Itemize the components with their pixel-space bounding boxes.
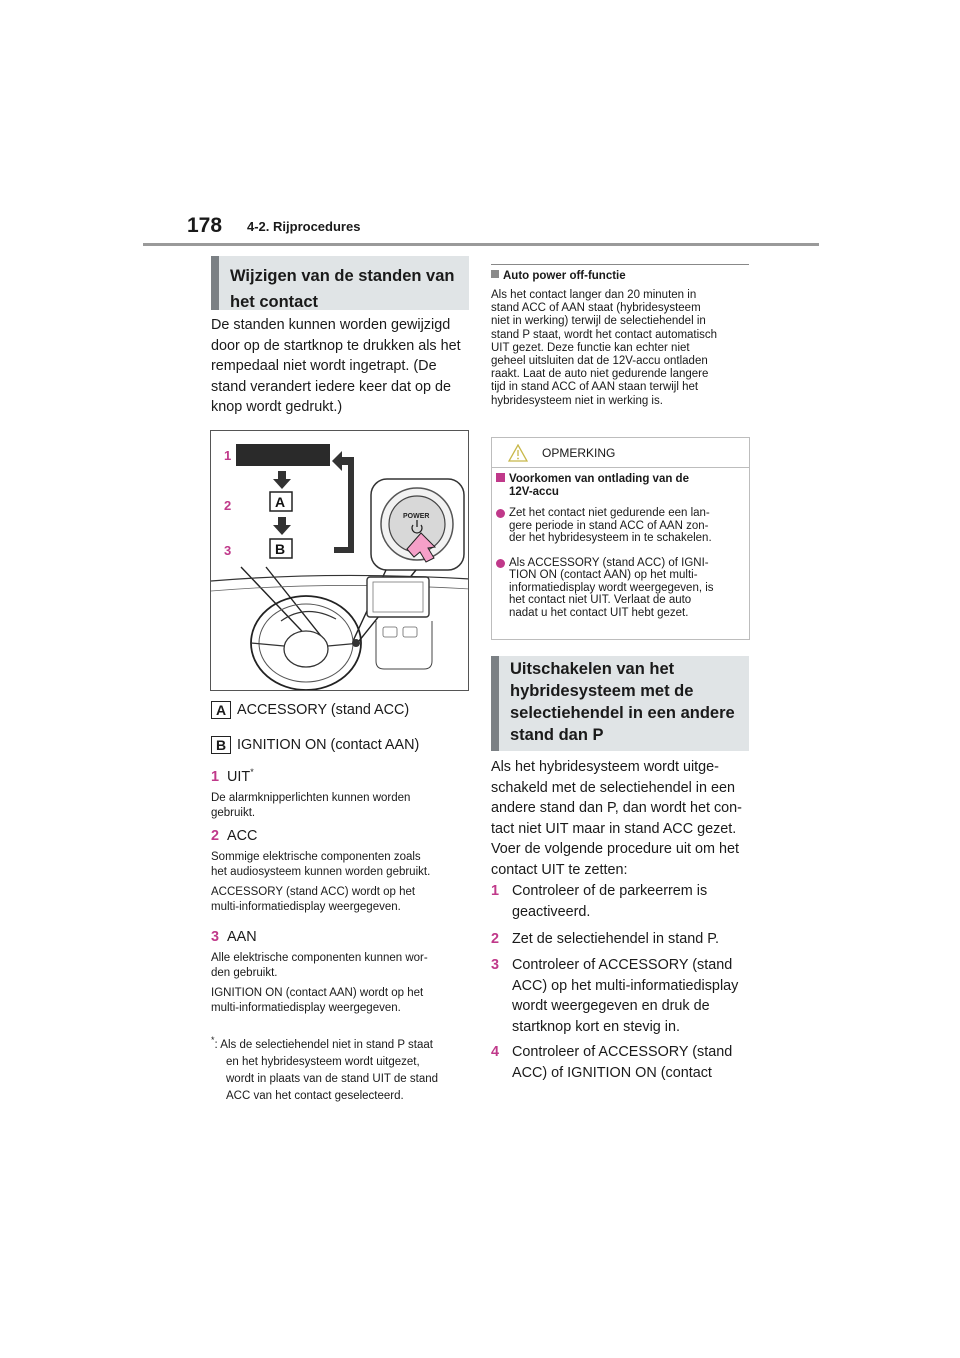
legend-item-b bbox=[211, 735, 419, 756]
text-line: Voorkomen van ontlading van de bbox=[509, 473, 689, 485]
legend-item-a bbox=[211, 700, 409, 721]
text-line: wordt weergegeven en druk de bbox=[512, 998, 710, 1014]
mode-number: 3 bbox=[211, 929, 220, 945]
dashboard-outline bbox=[211, 585, 469, 591]
dashboard-drawing bbox=[211, 431, 469, 691]
text-line: Controleer of de parkeerrem is bbox=[512, 883, 708, 899]
mode-title: ACC bbox=[227, 828, 258, 844]
text-line: Zet de selectiehendel in stand P. bbox=[512, 931, 719, 947]
text-line: ACC van het contact geselecteerd. bbox=[226, 1089, 404, 1102]
text-line: hybridesysteem niet in werking is. bbox=[491, 394, 663, 407]
footnote-star: * bbox=[211, 1035, 215, 1045]
text-line: der het hybridesysteem in te schakelen. bbox=[509, 532, 712, 544]
intro-paragraph-2 bbox=[491, 757, 753, 880]
legend-text: ACCESSORY (stand ACC) bbox=[237, 702, 410, 718]
auto-power-off bbox=[491, 269, 753, 408]
text-line: De standen kunnen worden gewijzigd bbox=[211, 317, 451, 333]
heading-line: het contact bbox=[230, 293, 319, 311]
square-bullet-icon bbox=[496, 473, 505, 482]
text-line: Voer de volgende procedure uit om het bbox=[491, 841, 740, 857]
text-line: Alle elektrische componenten kunnen wor- bbox=[211, 952, 428, 964]
procedure-step-4 bbox=[491, 1042, 749, 1083]
text-line: het audiosysteem kunnen worden gebruikt. bbox=[211, 866, 431, 878]
mode-number: 1 bbox=[211, 768, 220, 785]
step-number: 1 bbox=[491, 883, 500, 899]
text-line: De alarmknipperlichten kunnen worden bbox=[211, 791, 411, 804]
start-button-location bbox=[352, 639, 360, 647]
text-line: ACCESSORY (stand ACC) wordt op het bbox=[211, 886, 416, 898]
center-console bbox=[376, 621, 432, 669]
arrow-down-icon bbox=[273, 471, 291, 489]
procedure-step-2 bbox=[491, 929, 749, 950]
text-line: stand verandert iedere keer dat op de bbox=[211, 378, 452, 395]
text-line: UIT gezet. Deze functie kan echter niet bbox=[491, 341, 690, 354]
square-bullet-icon bbox=[491, 270, 499, 278]
power-label: POWER bbox=[403, 513, 430, 520]
vent bbox=[383, 627, 397, 637]
text-line: contact UIT te zetten: bbox=[491, 861, 628, 878]
dashboard-illustration bbox=[210, 430, 469, 691]
text-line: startknop kort en stevig in. bbox=[512, 1018, 680, 1035]
text-line: gebruikt. bbox=[211, 806, 256, 819]
text-line: Als het hybridesysteem wordt uitge- bbox=[491, 759, 719, 775]
footnote-star: * bbox=[250, 767, 254, 777]
text-line: multi-informatiedisplay weergegeven. bbox=[211, 1002, 401, 1014]
text-line: geheel uitsluiten dat de 12V-accu ontladen bbox=[491, 355, 708, 368]
mode-3 bbox=[211, 929, 473, 1016]
heading-line: stand dan P bbox=[510, 726, 604, 744]
text-line: stand ACC of AAN staat (hybridesysteem bbox=[491, 302, 701, 315]
text-line: Controleer of ACCESSORY (stand bbox=[512, 957, 733, 973]
text-line: en het hybridesysteem wordt uitgezet, bbox=[226, 1055, 420, 1068]
text-line: geactiveerd. bbox=[512, 903, 591, 920]
legend-letter-box: B bbox=[211, 736, 231, 754]
text-line: Controleer of ACCESSORY (stand bbox=[512, 1044, 733, 1060]
mode-number: 2 bbox=[211, 828, 220, 844]
text-line: Zet het contact niet gedurende een lan- bbox=[509, 507, 710, 519]
text-line: : Als de selectiehendel niet in stand P staat bbox=[214, 1038, 433, 1051]
footnote bbox=[211, 1032, 473, 1105]
position-off-bar bbox=[236, 444, 330, 466]
text-line: rempedaal niet wordt ingetrapt. (De bbox=[211, 358, 437, 375]
text-line: wordt in plaats van de stand UIT de stand bbox=[226, 1072, 439, 1085]
text-line: raakt. Laat de auto niet gedurende langere bbox=[491, 368, 709, 381]
note-label: OPMERKING bbox=[542, 445, 616, 460]
text-line: gere periode in stand ACC of AAN zon- bbox=[509, 519, 709, 532]
page-number: 178 bbox=[187, 214, 223, 237]
center-display bbox=[367, 577, 429, 617]
step-number: 3 bbox=[491, 957, 500, 973]
heading-switch-off bbox=[491, 656, 749, 751]
note-bullet bbox=[492, 545, 749, 620]
text-line: 12V-accu bbox=[509, 486, 559, 498]
steering-spoke bbox=[251, 643, 284, 646]
text-line: Sommige elektrische componenten zoals bbox=[211, 851, 421, 863]
text-line: Als het contact langer dan 20 minuten in bbox=[491, 289, 697, 301]
mode-title: UIT bbox=[227, 768, 251, 785]
position-number: 1 bbox=[224, 448, 232, 463]
vent bbox=[403, 627, 417, 637]
procedure-step-1 bbox=[491, 881, 749, 922]
step-number: 4 bbox=[491, 1044, 500, 1060]
text-line: multi-informatiedisplay weergegeven. bbox=[211, 901, 401, 913]
text-line: den gebruikt. bbox=[211, 967, 278, 979]
note-box bbox=[491, 437, 750, 640]
text-line: informatiedisplay wordt weergegeven, is bbox=[509, 581, 714, 594]
note-header bbox=[492, 438, 749, 468]
text-line: nadat u het contact UIT hebt gezet. bbox=[509, 606, 689, 619]
heading-change-positions bbox=[211, 256, 469, 310]
text-line: schakeld met de selectiehendel in een bbox=[491, 779, 736, 796]
position-number: 2 bbox=[224, 498, 232, 513]
mode-title: AAN bbox=[227, 929, 257, 945]
step-number: 2 bbox=[491, 931, 500, 947]
section-title: 4-2. Rijprocedures bbox=[247, 219, 361, 234]
steering-hub bbox=[284, 631, 328, 667]
header-rule bbox=[143, 243, 819, 246]
intro-paragraph bbox=[211, 315, 473, 418]
legend-text: IGNITION ON (contact AAN) bbox=[237, 737, 420, 753]
cycle-arrow-icon bbox=[332, 451, 354, 553]
text-line: TION ON (contact AAN) op het multi- bbox=[509, 569, 698, 581]
position-number: 3 bbox=[224, 543, 232, 558]
heading-line: hybridesysteem met de bbox=[510, 682, 694, 700]
position-letter: A bbox=[275, 494, 286, 510]
text-line: ACC) of IGNITION ON (contact bbox=[512, 1064, 712, 1081]
text-line: knop wordt gedrukt.) bbox=[211, 399, 343, 416]
text-line: stand P staat, wordt het contact automatisch bbox=[491, 328, 718, 341]
text-line: tijd in stand ACC of AAN staan terwijl het bbox=[491, 381, 699, 394]
legend-letter-box: A bbox=[211, 701, 231, 719]
mode-2 bbox=[211, 828, 473, 915]
text-line: andere stand dan P, dan wordt het con- bbox=[491, 800, 742, 816]
text-line: door op de startknop te drukken als het bbox=[211, 337, 461, 354]
heading-line: Wijzigen van de standen van bbox=[230, 267, 455, 285]
mode-1 bbox=[211, 767, 473, 821]
text-line: niet in werking) terwijl de selectiehendel in bbox=[491, 315, 706, 328]
heading-line: Uitschakelen van het bbox=[510, 660, 675, 678]
warning-triangle-icon bbox=[508, 444, 528, 462]
auto-title: Auto power off-functie bbox=[503, 270, 626, 282]
text-line: tact niet UIT maar in stand ACC gezet. bbox=[491, 820, 737, 837]
bullet-dot-icon bbox=[496, 559, 505, 568]
bullet-dot-icon bbox=[496, 509, 505, 518]
text-line: IGNITION ON (contact AAN) wordt op het bbox=[211, 987, 424, 999]
note-title bbox=[492, 468, 749, 499]
arrow-down-icon bbox=[273, 517, 291, 535]
position-letter: B bbox=[275, 541, 286, 557]
note-bullet bbox=[492, 499, 749, 545]
heading-line: selectiehendel in een andere bbox=[510, 704, 735, 722]
text-line: ACC) op het multi-informatiedisplay bbox=[512, 977, 739, 994]
procedure-step-3 bbox=[491, 955, 749, 1037]
text-line: het contact niet UIT. Verlaat de auto bbox=[509, 594, 692, 606]
auto-rule bbox=[491, 264, 749, 265]
text-line: Als ACCESSORY (stand ACC) of IGNI- bbox=[509, 556, 709, 569]
